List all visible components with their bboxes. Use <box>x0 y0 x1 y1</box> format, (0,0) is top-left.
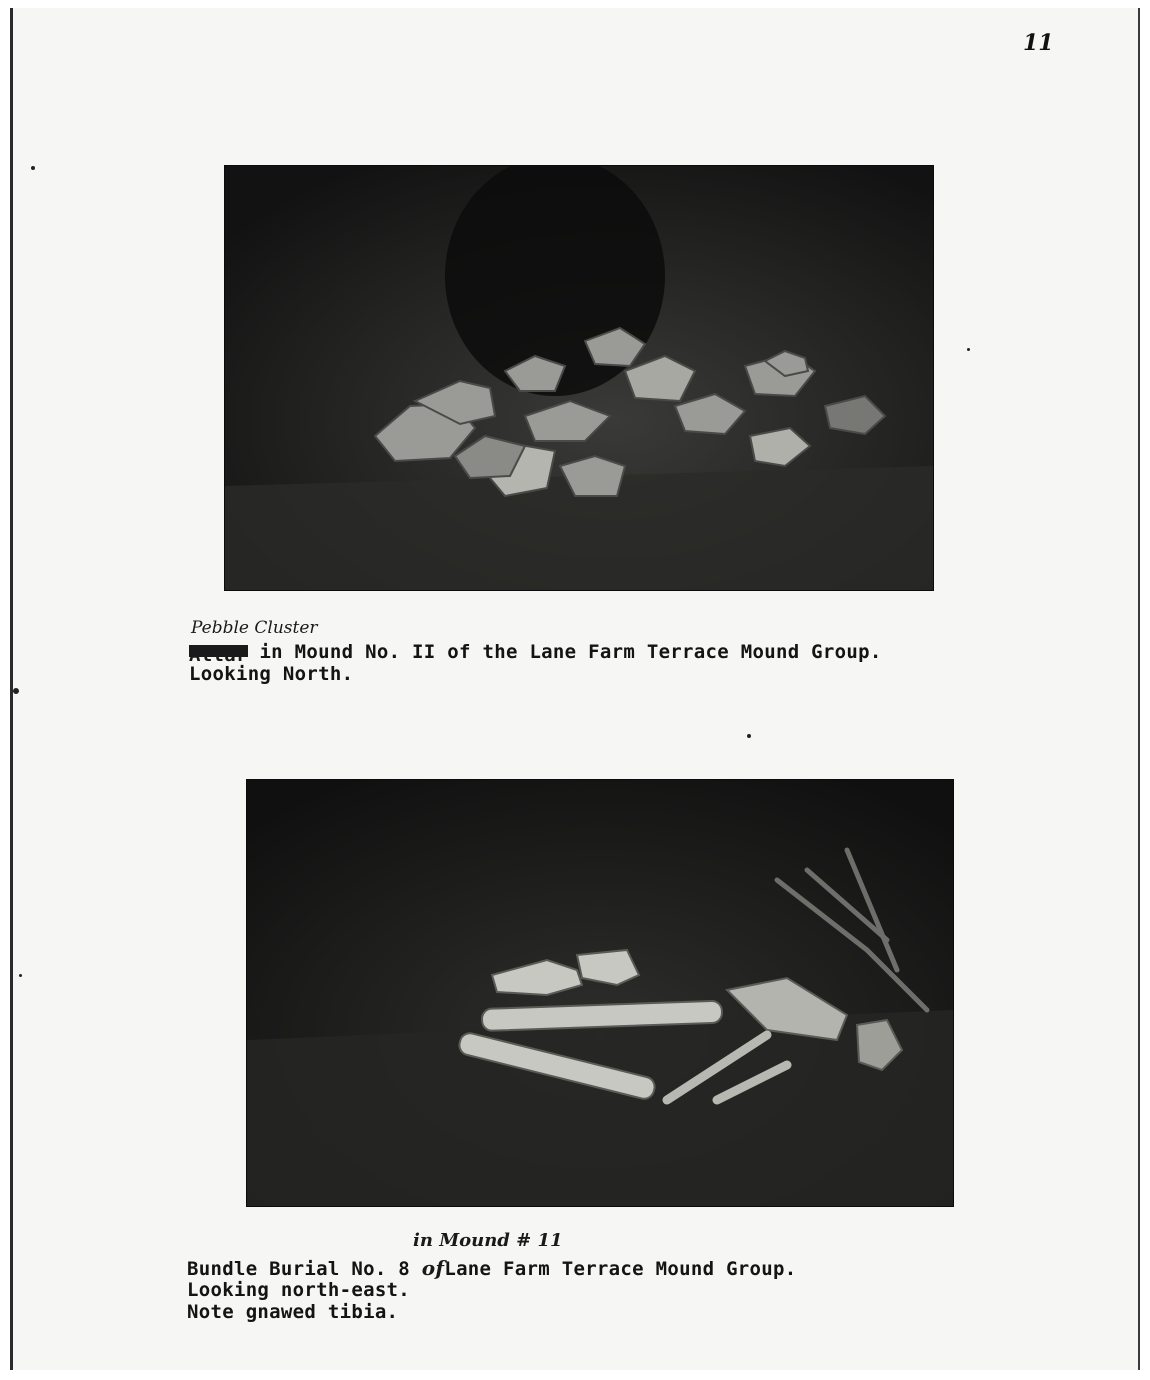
photo1-caption-line1 <box>189 641 882 666</box>
photo2-caption-line1 <box>187 1258 797 1280</box>
handwritten-note-mound-11: in Mound # 11 <box>413 1230 563 1251</box>
photo1-caption-text: in Mound No. II of the Lane Farm Terrace Mound Group. <box>247 641 882 663</box>
handwritten-of: of <box>421 1256 445 1280</box>
scan-speck <box>19 974 22 977</box>
scan-speck <box>967 348 970 351</box>
photo2-caption-line3: Note gnawed tibia. <box>187 1301 399 1323</box>
photo2-caption-text-a: Bundle Burial No. 8 <box>187 1258 422 1280</box>
page-number: 11 <box>1023 30 1054 56</box>
pebble-cluster-photo <box>225 166 933 590</box>
handwritten-note-pebble-cluster: Pebble Cluster <box>191 618 318 638</box>
scan-speck <box>13 688 19 694</box>
photo2-caption-line2: Looking north-east. <box>187 1279 411 1301</box>
bundle-burial-photo <box>247 780 953 1206</box>
scan-speck <box>747 734 751 738</box>
document-page <box>10 8 1140 1370</box>
photo1-caption-line2: Looking North. <box>189 663 354 685</box>
struck-word-altar: Altar <box>189 643 248 666</box>
scan-speck <box>31 166 35 170</box>
photo2-caption-text-b: Lane Farm Terrace Mound Group. <box>444 1258 797 1280</box>
